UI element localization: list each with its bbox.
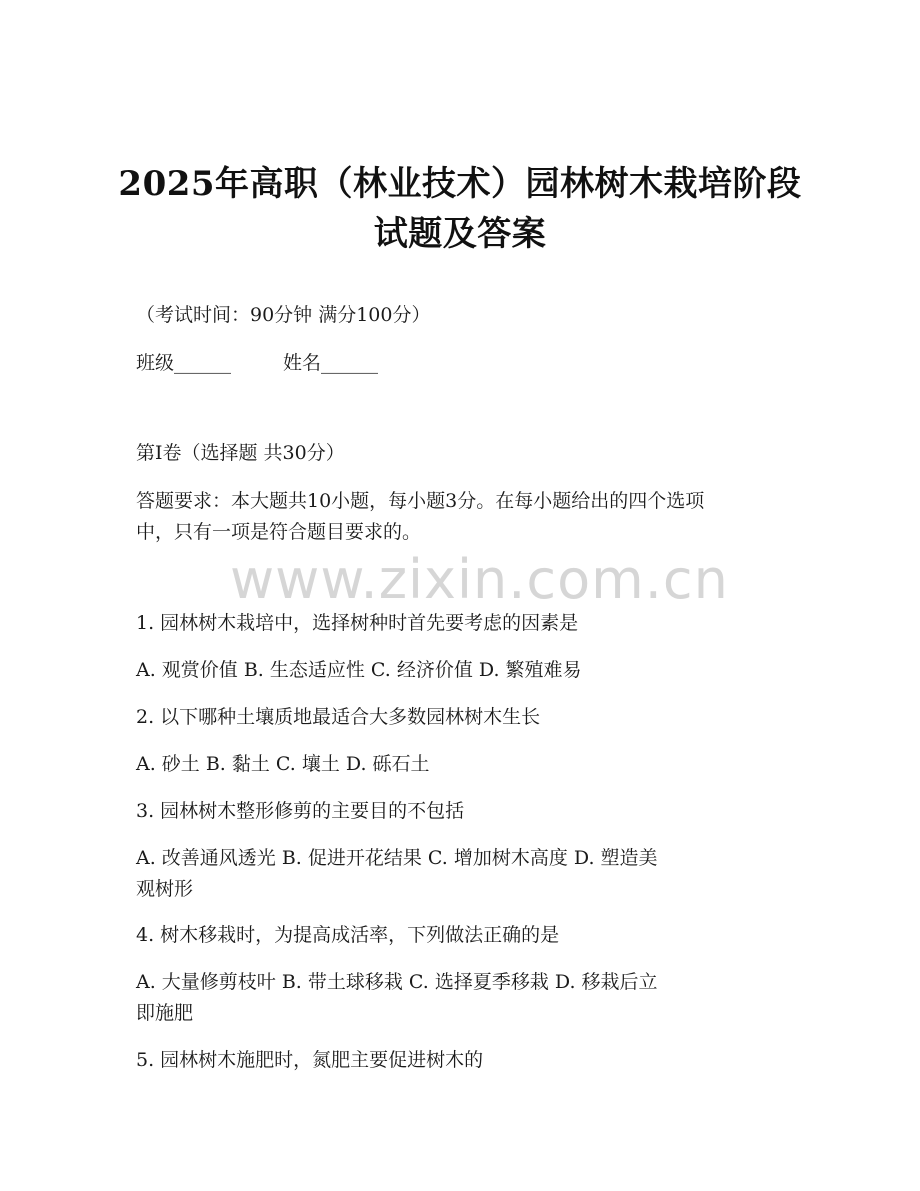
document-title-line-2: 试题及答案 xyxy=(373,214,547,254)
class-field-label: 班级______ xyxy=(136,352,232,374)
instructions-line-1: 答题要求：本大题共10小题，每小题3分。在每小题给出的四个选项 xyxy=(136,490,705,512)
question-2-options: A. 砂土 B. 黏土 C. 壤土 D. 砾石土 xyxy=(136,753,430,775)
name-field-label: 姓名______ xyxy=(283,352,379,374)
question-4-options-line-2: 即施肥 xyxy=(136,1002,194,1024)
document-title-line-1: 2025年高职（林业技术）园林树木栽培阶段 xyxy=(118,164,802,204)
question-5-stem: 5. 园林树木施肥时，氮肥主要促进树木的 xyxy=(136,1049,484,1071)
question-4-stem: 4. 树木移栽时，为提高成活率，下列做法正确的是 xyxy=(136,924,560,946)
question-3-stem: 3. 园林树木整形修剪的主要目的不包括 xyxy=(136,800,465,822)
question-1-options: A. 观赏价值 B. 生态适应性 C. 经济价值 D. 繁殖难易 xyxy=(136,659,582,681)
question-1-stem: 1. 园林树木栽培中，选择树种时首先要考虑的因素是 xyxy=(136,612,579,634)
question-3-options-line-2: 观树形 xyxy=(136,878,194,900)
student-info-row xyxy=(136,346,776,380)
exam-info: （考试时间：90分钟 满分100分） xyxy=(136,304,431,326)
question-4-options-line-1: A. 大量修剪枝叶 B. 带土球移栽 C. 选择夏季移栽 D. 移栽后立 xyxy=(136,971,658,993)
question-2-stem: 2. 以下哪种土壤质地最适合大多数园林树木生长 xyxy=(136,706,541,728)
instructions-line-2: 中，只有一项是符合题目要求的。 xyxy=(136,521,422,543)
question-3-options-line-1: A. 改善通风透光 B. 促进开花结果 C. 增加树木高度 D. 塑造美 xyxy=(136,847,658,869)
section-title: 第I卷（选择题 共30分） xyxy=(136,442,345,464)
watermark: www.zixin.com.cn xyxy=(230,548,729,611)
